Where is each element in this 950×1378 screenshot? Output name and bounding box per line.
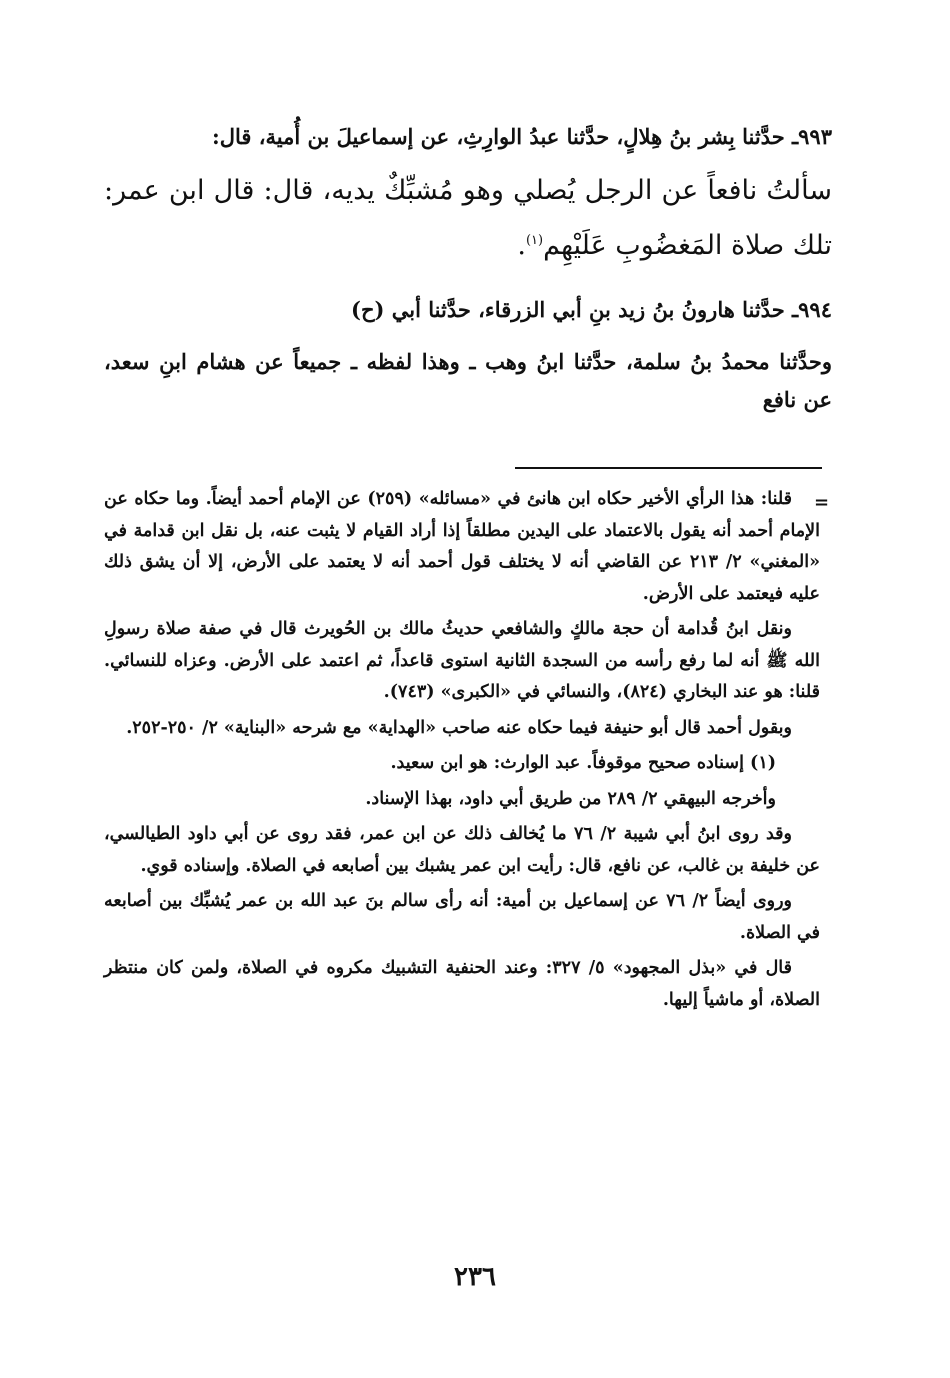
footnote-1-line: وأخرجه البيهقي ٢/ ٢٨٩ من طريق أبي داود، بهذا الإسناد. [365, 788, 776, 809]
note-paragraph: ونقل ابنُ قُدامة أن حجة مالكٍ والشافعي حديثُ مالك بن الحُويرث قال في صفة صلاة رسولِ الله ﷺ أنه لما رفع رأسه من السجدة الثانية استوى قاعداً، ثم اعتمد على الأرض. وعزاه للنسائي. قلنا: هو عند البخاري (٨٢٤)، والنسائي في «الكبرى» (٧٤٣). [104, 619, 820, 702]
note-paragraph: وبقول أحمد قال أبو حنيفة فيما حكاه عنه صاحب «الهداية» مع شرحه «البناية» ٢/ ٢٥٠-٢٥٢. [126, 717, 792, 738]
footnotes-section [104, 484, 820, 1020]
footnote-1-paragraph: قال في «بذل المجهود» ٥/ ٣٢٧: وعند الحنفية التشبيك مكروه في الصلاة، ولمن كان منتظر الصلاة، أو ماشياً إليها. [104, 958, 820, 1010]
footnote-1-paragraph: وقد روى ابنُ أبي شيبة ٢/ ٧٦ ما يُخالف ذلك عن ابن عمر، فقد روى عن أبي داود الطيالسي، عن خليفة بن غالب، عن نافع، قال: رأيت ابن عمر يشبك بين أصابعه في الصلاة. وإسناده قوي. [104, 824, 820, 876]
footnote-1-line: (١) إسناده صحيح موقوفاً. عبد الوارث: هو ابن سعيد. [390, 753, 776, 773]
hadith-994-isnad-1: ٩٩٤ـ حدَّثنا هارونُ بنُ زيد بنِ أبي الزرقاء، حدَّثنا أبي (ح) [351, 297, 832, 322]
hadith-994-isnad-2: وحدَّثنا محمدُ بنُ سلمة، حدَّثنا ابنُ وهب ـ وهذا لفظه ـ جميعاً عن هشام ابنِ سعد، عن نافع [104, 349, 832, 412]
hadith-993-matn [104, 166, 832, 271]
footnote-ref-1: (١) [525, 233, 544, 248]
page-number: ٢٣٦ [454, 1262, 496, 1292]
note-paragraph: قلنا: هذا الرأي الأخير حكاه ابن هانئ في «مسائله» (٢٥٩) عن الإمام أحمد أيضاً. وما حكاه عن الإمام أحمد أنه يقول بالاعتماد على اليدين مطلقاً إذا أراد القيام لا يثبت عنه، بل نقل ابن قدامة في «المغني» ٢/ ٢١٣ عن القاضي أنه لا يختلف قول أحمد أنه لا يعتمد على الأرض، إلا أن يشق ذلك عليه فيعتمد على الأرض. [104, 489, 821, 604]
hadith-993-matn-end: . [517, 230, 526, 261]
main-text [104, 122, 832, 419]
hadith-993-matn-text: سألتُ نافعاً عن الرجل يُصلي وهو مُشبِّكٌ يديه، قال: قال ابن عمر: تلك صلاة المَغضُوبِ عَلَيْهِم [104, 175, 832, 261]
continuation-mark: = [814, 492, 830, 513]
footnote-divider [515, 467, 822, 469]
footnote-1-paragraph: وروى أيضاً ٢/ ٧٦ عن إسماعيل بن أمية: أنه رأى سالم بنَ عبد الله بن عمر يُشبِّك بين أصابعه في الصلاة. [104, 891, 820, 943]
hadith-993-isnad: ٩٩٣ـ حدَّثنا بِشر بنُ هِلالٍ، حدَّثنا عبدُ الوارِثِ، عن إسماعيلَ بن أُمية، قال: [211, 124, 832, 149]
